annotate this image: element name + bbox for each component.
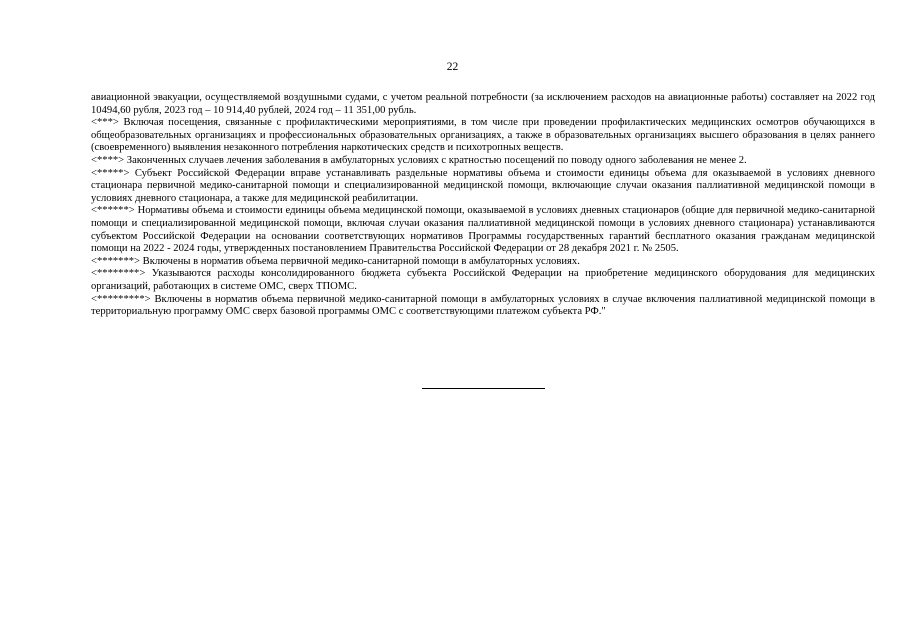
footnote-9-stars: <*********> Включены в норматив объема первичной медико-санитарной помощи в амбулаторных условиях в случае включения паллиативной медицинской помощи в территориальную программу ОМС сверх базовой программы ОМС с соответствующими платежом субъекта РФ." xyxy=(91,293,875,318)
page-number: 22 xyxy=(446,61,459,73)
footnotes-block xyxy=(91,92,875,319)
footnote-7-stars: <*******> Включены в норматив объема первичной медико-санитарной помощи в амбулаторных условиях. xyxy=(91,255,580,267)
footnote-continuation-paragraph: авиационной эвакуации, осуществляемой воздушными судами, с учетом реальной потребности (за исключением расходов на авиационные работы) составляет на 2022 год 10494,60 рубля, 2023 год – 10 914,40 рублей, 2024 год – 11 351,00 рубль. xyxy=(91,92,875,116)
end-divider-line xyxy=(422,388,545,389)
footnote-6-stars: <******> Нормативы объема и стоимости единицы объема медицинской помощи, оказываемой в условиях дневных стационаров (общие для первичной медико-санитарной помощи и специализированной медицинской помощи, включая случаи оказания паллиативной медицинской помощи в условиях дневного стационара) устанавливаются субъектом Российской Федерации на основании соответствующих нормативов Программы государственных гарантий бесплатного оказания гражданам медицинской помощи на 2022 - 2024 годы, утвержденных постановлением Правительства Российской Федерации от 28 декабря 2021 г. № 2505. xyxy=(91,205,875,255)
footnote-3-stars: <***> Включая посещения, связанные с профилактическими мероприятиями, в том числе при проведении профилактических медицинских осмотров обучающихся в общеобразовательных организациях и профессиональных образовательных организациях, а также в образовательных организациях высшего образования в целях раннего (своевременного) выявления незаконного потребления наркотических средств и психотропных веществ. xyxy=(91,117,875,154)
footnote-5-stars: <*****> Субъект Российской Федерации вправе устанавливать раздельные нормативы объема и стоимости единицы объема для оказываемой в условиях дневного стационара первичной медико-санитарной помощи и специализированной медицинской помощи, включающие случаи оказания паллиативной медицинской помощи в условиях дневного стационара, а также для медицинской реабилитации. xyxy=(91,167,875,204)
footnote-4-stars: <****> Законченных случаев лечения заболевания в амбулаторных условиях с кратностью посещений по поводу одного заболевания не менее 2. xyxy=(91,154,747,166)
footnote-8-stars: <********> Указываются расходы консолидированного бюджета субъекта Российской Федерации на приобретение медицинского оборудования для медицинских организаций, работающих в системе ОМС, сверх ТПОМС. xyxy=(91,268,875,292)
